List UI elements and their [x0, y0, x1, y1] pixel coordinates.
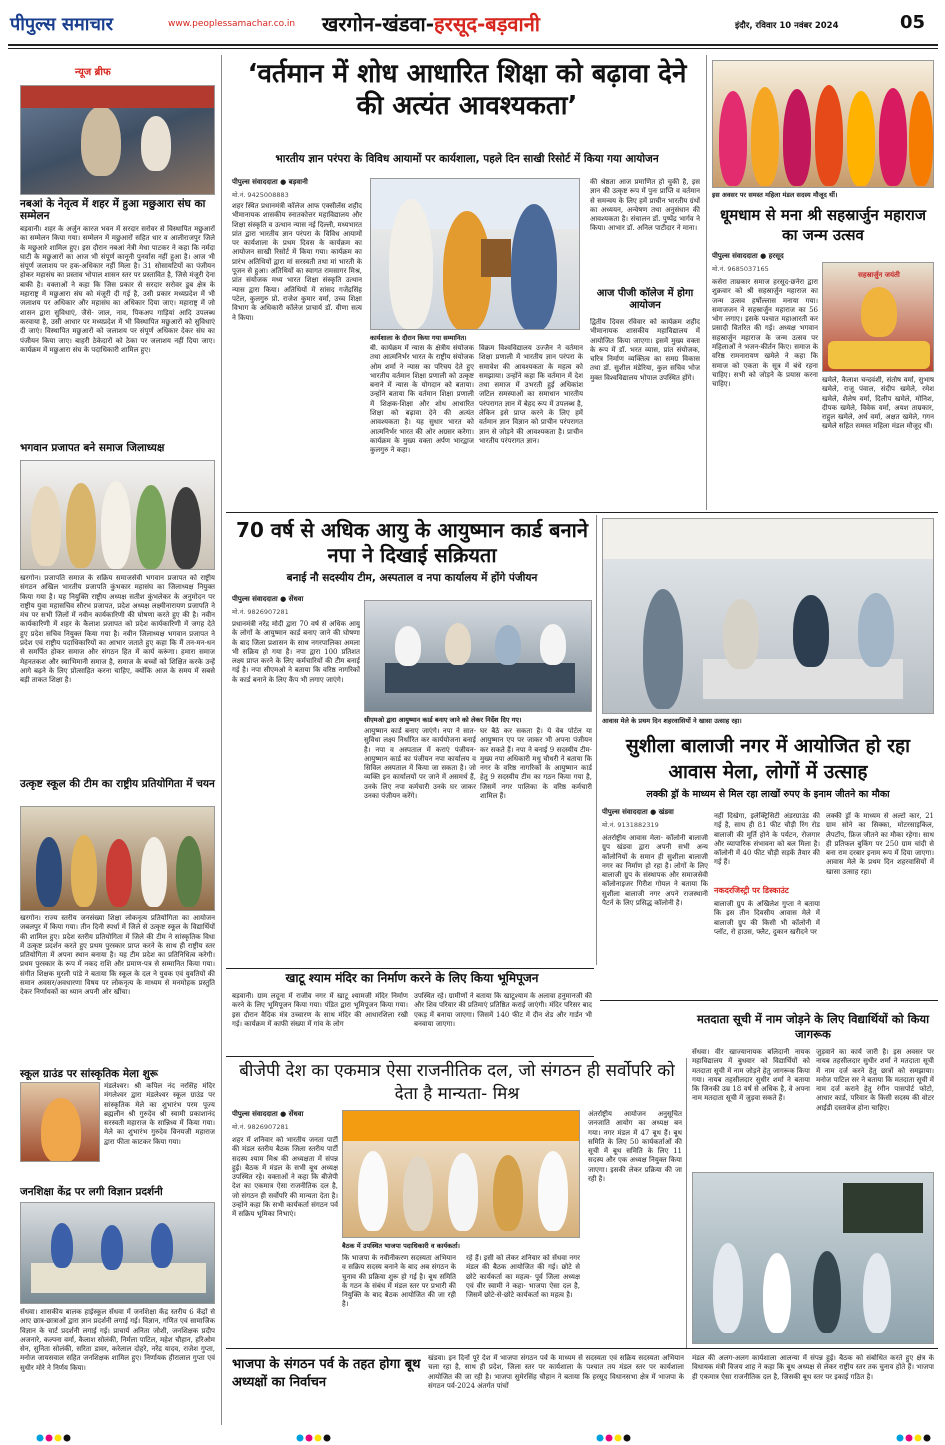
- registration-dot: [897, 1435, 904, 1442]
- brief-photo-1: [20, 85, 215, 195]
- person-figure: [141, 116, 171, 171]
- brief-2-headline: भगवान प्रजापत बने समाज जिलाध्यक्ष: [20, 442, 165, 454]
- registration-marks: [0, 1430, 945, 1445]
- bjp-byline: पीपुल्स संवाददाता ● सेंधवा: [232, 1110, 304, 1118]
- person-figure: [136, 485, 166, 569]
- ayushman-col-2: आयुष्मान कार्ड बनाए जाएंगे। नपा ने सात-सुविधा लक्ष्य निर्धारित कर कार्ययोजना बनाई है। नपा व अस्पताल में कराएं पंजीयन- आयुष्मान कार्ड का पंजीयन नपा कार्यालय व सिविल अस्पताल में किया जा सकता है। जो व्यक्ति इन कार्यालयों पर जाने में असमर्थ हैं, उनके लिए नपा कर्मचारी उनके घर जाकर उनका पंजीयन करेंगे।: [364, 727, 476, 801]
- khatu-col-2: उपस्थित रहे। ग्रामीणों ने बताया कि खाटूश्याम के अलावा हनुमानजी की और शिव परिवार की प्रतिमाएं प्रतिष्ठित कराई जाएंगी। मंदिर परिसर बाद एकड़ में बनाया जाएगा। जिसमें 140 फीट में दीन शेड और गार्डन भी बनवाया जाएगा।: [414, 992, 592, 1028]
- person-figure: [813, 1251, 841, 1333]
- person-figure: [31, 486, 61, 566]
- lead-col-1: शहर स्थित प्रधानमंत्री कॉलेज आफ एक्सीलेंस शहीद भीमानायक शासकीय स्नातकोत्तर महाविद्यालय और शिक्षा संस्कृति व उत्थान न्यास नई दिल्ली, मध्यभारत प्रांत द्वारा भारतीय ज्ञान परंपरा के विविध आयामों पर कार्यशाला के प्रथम दिवस के कार्यक्रम का आयोजन साखी रिसोर्ट में किया गया। कार्यक्रम का प्रारंभ अतिथियों द्वारा मां सरस्वती तथा मां भारती के पूजन से हुआ। अतिथियों का स्वागत रामसागर मिश्र, प्रांत संयोजक मध्य भारत शिक्षा संस्कृति उत्थान न्यास द्वारा किया। अतिथियों में सांसद गजेंद्रसिंह पटेल, कुलगुरु प्रो. राजेश कुमार वर्मा, उच्च शिक्षा विभाग के अधिकारी कॉलेज प्राचार्य डॉ. वीणा सत्य ने किया।: [232, 202, 362, 322]
- person-figure: [389, 199, 433, 329]
- memento: [481, 239, 511, 277]
- ayushman-photo-caption: सीएमओ द्वारा आयुष्मान कार्ड बनाए जाने को लेकर निर्देश दिए गए।: [364, 716, 522, 724]
- lead-sub-head: आज पीजी कॉलेज में होगा आयोजन: [596, 288, 694, 311]
- page-number: 05: [900, 12, 926, 33]
- person-figure: [51, 1223, 73, 1268]
- registration-dot: [37, 1435, 44, 1442]
- brief-4-body: मंडलेश्वर। श्री कपिल नंद नरसिंह मंदिर मंगलेश्वर द्वारा मंडलेश्वर स्कूल ग्राउंड पर सांस्कृतिक मेले का शुभारंभ परम पूज्य ब्रह्मलीन श्री गुरुदेव श्री स्वामी प्रकाशानंद सरस्वती महाराज के सान्निध्य में किया गया। मेले का शुभारंभ गुरुदेव विनयजी महाराज द्वारा फीता काटकर किया गया।: [104, 1082, 215, 1146]
- women-group-photo: [712, 60, 934, 188]
- registration-dot: [297, 1435, 304, 1442]
- bjp-mobile: मो.नं. 9826907281: [232, 1123, 289, 1131]
- lead-col-4b: द्वितीय दिवस रविवार को कार्यक्रम शहीद भीमानायक शासकीय महाविद्यालय में आयोजित किया जाएगा। इसमें मुख्य वक्ता के रूप में डॉ. भरत व्यास, प्रांत संयोजक, चरित्र निर्माण व्यक्तित्व का समग्र विकास तथा डॉ. सुशील मंडेरिया, कुल सचिव भोज मुक्त विश्वविद्यालय भोपाल उपस्थित होंगे।: [590, 318, 700, 382]
- awas-headline: सुशीला बालाजी नगर में आयोजित हो रहा आवास मेला, लोगों में उत्साह: [625, 735, 911, 783]
- brief-5-body: सेंधवा। शासकीय बालक हाईस्कूल सेंधवा में जनशिक्षा केंद्र स्तरीय 6 केंद्रों से आए छात्र-छात्राओं द्वारा ज्ञान प्रदर्शनी लगाई गई। विज्ञान, गणित एवं सामाजिक विज्ञान के चार्ट प्रदर्शनी लगाई गई। प्राचार्य अनिता जोशी, जनशिक्षक प्रदीप अजनारे, कल्पना वर्मा, कैलाश सोलंकी, निर्मला पाटिल, महेश चौहान, हरिओम सेन, सुनिता सोलंकी, सरिता डावर, करेलाल दोहरे, नरेंद्र यादव, राजेश गुप्ता, मनोज जायसवाल सहित जनशिक्षक शामिल हुए। निर्णायक हीरालाल गुप्ता एवं सुधीर मोरे ने निर्णय किया।: [20, 1308, 215, 1372]
- registration-dot: [597, 1435, 604, 1442]
- person-figure: [101, 1225, 123, 1270]
- stage-banner: [343, 1111, 580, 1141]
- awas-col-2: नहीं दिखेगा, इलेक्ट्रिसिटी अंडरग्राउंड की गई है, साथ ही 81 फीट चौड़ी रिंग रोड बालाजी की मूर्ति होने के पर्यटन, रोजगार और व्यापारिक संभावना को बल मिला है। कॉलोनी में 40 फीट चौड़ी सड़कें तैयार की गई हैं।: [714, 812, 820, 867]
- person-figure: [815, 85, 843, 186]
- voter-photo: [692, 1172, 934, 1344]
- bjp-col-4: अंतर्राष्ट्रीय आयोजन अनुसूचित जनजाति आयोग का अध्यक्ष बन गया। नगर मंडल में 47 बूथ हैं। बूथ समिति के लिए 50 कार्यकर्ताओं की सूची में बूथ समिति के लिए 11 सदस्य और एक अध्यक्ष नियुक्त किया जाएगा। इसकी लेकर प्रक्रिया की जा रही है।: [588, 1110, 682, 1184]
- brief-3-headline: उत्कृष्ट स्कूल की टीम का राष्ट्रीय प्रतियोगिता में चयन: [20, 778, 215, 790]
- poster-title: सहस्रार्जुन जयंती: [858, 271, 900, 279]
- issue-date: इंदौर, रविवार 10 नवंबर 2024: [735, 21, 839, 31]
- registration-dot: [606, 1435, 613, 1442]
- color-registration-bar: [0, 1430, 945, 1445]
- ayushman-col-1: प्रधानमंत्री नरेंद्र मोदी द्वारा 70 वर्ष से अधिक आयु के लोगों के आयुष्मान कार्ड बनाए जाने की घोषणा के बाद जिला प्रशासन के साथ नगरपालिका अमला भी सक्रिय हो गया है। नपा द्वारा 100 प्रतिशत लक्ष्य प्राप्त करने के लिए कर्मचारियों की टीम बनाई गई है। नपा सीएमओ ने बताया कि वरिष्ठ नागरिकों के कार्ड बनाने के लिए कैंप भी लगाए जाएंगे।: [232, 620, 360, 684]
- sahasrarjun-headline: धूमधाम से मना श्री सहस्रार्जुन महाराज का जन्म उत्सव: [720, 206, 926, 244]
- voter-col-1: सेंधवा। वीर खाज्यानायक बलिदानी नायक महाविद्यालय में बुधवार को विद्यार्थियों को मतदाता सूची में नाम जोड़ने हेतु जागरूक किया गया। नायब तहसीलदार सुधीर शर्मा ने बताया कि जिनकी उम्र 18 वर्ष से अधिक है, वे अपना नाम मतदाता सूची में जुड़वा सकते हैं।: [692, 1048, 810, 1103]
- bjp-photo: [342, 1110, 580, 1238]
- bottom-headline: भाजपा के संगठन पर्व के तहत होगा बूथ अध्यक्षों का निर्वाचन: [232, 1357, 421, 1390]
- person-figure: [358, 1151, 388, 1231]
- person-figure: [540, 624, 566, 665]
- person-figure: [395, 626, 421, 666]
- person-figure: [101, 481, 131, 569]
- meeting-table: [385, 663, 575, 693]
- offerings: [828, 341, 930, 369]
- brief-3-body: खरगोन। राज्य स्तरीय जनसंख्या शिक्षा लोकनृत्य प्रतियोगिता का आयोजन जबलपुर में किया गया। तीन दिनी स्पर्धा में जिले से उत्कृष्ट स्कूल के विद्यार्थियों की शामिल हुए। प्रदेश स्तरीय प्रतियोगिता में जिले की टीम ने सांस्कृतिक विधा में उत्कृष्ट प्रदर्शन करते हुए प्रथम पुरस्कार प्राप्त करने के साथ ही राष्ट्रीय स्तर प्रतियोगिता में अपना स्थान बनाया है। यह टीम प्रदेश का प्रतिनिधित्व करेगी। प्रथम पुरस्कार के रूप में नकद राशि और प्रमाण-पत्र से सम्मानित किया गया। संगीत शिक्षक मुरली पांडे ने बताया कि स्कूल के दल ने युवक एवं युवतियों की समान अवसर/अवधारणा विषय पर लोकनृत्य के माध्यम से मनमोहक प्रस्तुति देकर निर्णायकों का ध्यान अपनी ओर खींचा।: [20, 914, 215, 997]
- lead-byline: पीपुल्स संवाददाता ● बड़वानी: [232, 178, 308, 186]
- brand-logo: पीपुल्स समाचार: [10, 14, 113, 35]
- bjp-col-2: कि भाजपा के नवीनीकरण सदस्यता अभियान व सक्रिय सदस्य बनाने के बाद अब संगठन के चुनाव की प्रक्रिया शुरू हो गई है। बूथ समिति के गठन के संबंध में मंडल स्तर पर प्रभारी की नियुक्ति के बाद बैठक आयोजित की जा रही है।: [342, 1254, 456, 1309]
- awas-mela-photo: [602, 518, 934, 714]
- person-figure: [141, 837, 167, 907]
- brief-2-body: खरगोन। प्रजापति समाज के सक्रिय समाजसेवी भगवान प्रजापत को राष्ट्रीय संगठन अखिल भारतीय प्रजापति कुंभकार महासंघ का जिलाध्यक्ष नियुक्त किया गया है। यह नियुक्ति राष्ट्रीय अध्यक्ष सतीश कुंभलेकर के अनुमोदन पर राष्ट्रीय युवा महासचिव सौरभ प्रजापत, प्रदेश अध्यक्ष लक्ष्मीनारायण प्रजापति ने मंच पर सभी जिलों में नवीन कार्यकारिणी की घोषणा करते हुए की है। नवीन कार्यकारिणी में शहर के कैलाश प्रजापत को प्रदेश कार्यकारिणी में जगह देते हुए प्रदेश सचिव नियुक्त किया गया है। नवीन जिलाध्यक्ष भगवान प्रजापत ने प्रदेश एवं राष्ट्रीय पदाधिकारियों का आभार जताते हुए कहा कि मैं तन-मन-धन से समर्पित होकर समाज और संगठन हित में कार्य करूंगा। हमारा समाज मेहनतकश और स्वाभिमानी समाज है, समाज के बच्चों को शिक्षित करके उन्हें आगे बढ़ने के लिए प्रोत्साहित करना चाहिए, क्योंकि आज के समय में सबसे बड़ी ताकत शिक्षा है।: [20, 574, 215, 685]
- awas-byline: पीपुल्स संवाददाता ● खंडवा: [602, 808, 674, 816]
- registration-dot: [46, 1435, 53, 1442]
- ayushman-byline: पीपुल्स संवाददाता ● सेंधवा: [232, 595, 304, 603]
- khatu-col-1: बड़वानी। ग्राम लदूना में राजीव नगर में खाटू श्यामजी मंदिर निर्माण करने के लिए भूमिपूजन किया गया। पंडित द्वारा भूमिपूजन किया गया। इस दौरान वैदिक मंत्र उच्चारण के साथ मंदिर की आधारशिला रखी गई। कार्यक्रम में काफी संख्या में गांव के लोग: [232, 992, 408, 1028]
- sahasrarjun-names: खमेले, कैलाश चन्दवंशी, संतोष वर्मा, सुभाष खमेले, राजू पंवाल, संदीप खमेले, रमेश खमेले, शैलेष वर्मा, दिलीप खमेले, मोनिश, दीपक खमेले, विवेक वर्मा, अयश ताम्रकार, राहुल खमेले, अर्थ वर्मा, अक्षत खमेले, गगन खमेले सहित समस्त महिला मंडल मौजूद थीं।: [822, 376, 934, 431]
- brief-1-body: बड़वानी। शहर के अर्जुन कारज भवन में सरदार सरोवर से विस्थापित मछुआरों का सम्मेलन किया गया। सम्मेलन में मछुआरों सहित धार व आलीराजपुर जिले के मछुआरे शामिल हुए। इस दौरान नबआं नेत्री मेधा पाटकर ने कहा कि नर्मदा घाटी के मछुआरों का आज भी संपूर्ण कानूनी पुनर्वास नहीं हुआ है। आज भी संपूर्ण जलाशय पर हक-अधिकार नहीं मिला है। 31 सोसायटियों का पंजीयन होकर महासंघ का प्रस्ताव भोपाल शासन स्तर पर प्रस्तावित है, जिसे मंजूरी देना बाकी है। वक्ताओं ने कहा कि जिस प्रकार से सरदार सरोवर डूब क्षेत्र के महाराष्ट्र में मछुआरा संघ को मंजूरी दी गई है, उसी प्रकार मध्यप्रदेश में भी जलाशय पर अधिकार और महासंघ का अधिकार दिया जाए। महाराष्ट्र में जो शासन द्वारा सुविधाएं, जैसे- जाल, नाव, पिकअप गाड़ियां आदि उपलब्ध करवाया है, उसी आधार पर मध्यप्रदेश में भी विस्थापित मछुआरों को सुविधाएं दी जाएं। विस्थापित मछुआरों को जलाशय पर संपूर्ण अधिकार देकर संघ का पंजीयन किया जाए। बाहरी ठेकेदारों को ठेका पर जलाशय नहीं दिया जाए। कार्यक्रम में मछुआरा संघ के पदाधिकारी शामिल हुए।: [20, 225, 215, 354]
- registration-dot: [624, 1435, 631, 1442]
- registration-dot: [615, 1435, 622, 1442]
- person-figure: [643, 589, 683, 709]
- person-figure: [171, 487, 201, 569]
- awas-col-2b: बालाजी ग्रुप के अखिलेश गुप्ता ने बताया कि इस तीन दिवसीय आवास मेले में बालाजी ग्रुप की किसी भी कॉलोनी में प्लॉट, रो हाउस, फ्लैट, दुकान खरीदने पर: [714, 900, 820, 936]
- sahasrarjun-mobile: मो.नं. 9685037165: [712, 265, 769, 273]
- lead-photo-caption: कार्यशाला के दौरान किया गया सम्मानित।: [370, 334, 467, 342]
- brief-1-headline: नबआं के नेतृत्व में शहर में हुआ मछुआरा संघ का सम्मेलन: [20, 198, 206, 223]
- person-figure: [445, 623, 471, 665]
- lead-subhead: भारतीय ज्ञान परंपरा के विविध आयामों पर कार्यशाला, पहले दिन साखी रिसोर्ट में किया गया आयोजन: [275, 153, 659, 165]
- bjp-photo-caption: बैठक में उपस्थित भाजपा पदाधिकारी व कार्यकर्ता।: [342, 1242, 461, 1250]
- person-figure: [723, 599, 759, 669]
- voter-headline: मतदाता सूची में नाम जोड़ने के लिए विद्यार्थियों को किया जागरूक: [696, 1012, 930, 1041]
- deity-figure: [861, 287, 897, 337]
- bottom-col-2: मंडल की अलग-अलग कार्यशाला आलन्या में संपन्न हुई। बैठक को संबोधित करते हुए क्षेत्र के विधायक मंत्री विजय शाह ने कहा कि बूथ अध्यक्ष से लेकर राष्ट्रीय स्तर तक चुनाव होते हैं। भाजपा ही एकमात्र ऐसा राजनीतिक दल है, जिसकी बूथ स्तर पर इकाई गठित है।: [692, 1354, 934, 1381]
- lead-mobile: मो.नं. 9425008883: [232, 191, 289, 199]
- section-rule: [226, 1348, 938, 1349]
- person-figure: [81, 106, 121, 176]
- lead-col-3: विक्रम विश्वविद्यालय उज्जैन ने वर्तमान शिक्षा प्रणाली में भारतीय ज्ञान परंपरा के समावेश की आवश्यकता के महत्व को समझाया। उन्होंने कहा कि वर्तमान में देश तथा समाज में उभरती हुई अधिकांश जटिल समस्याओं का समाधान भारतीय परंपरागत ज्ञान में बेहद रूप में उपलब्ध है, लेकिन इसे प्राप्त करने के लिए हमें वर्तमान ज्ञान विज्ञान को प्राचीन परंपरागत ज्ञान से जोड़ने की आवश्यकता है। प्राचीन भारतीय परंपरागत ज्ञान।: [479, 344, 583, 445]
- person-figure: [863, 1253, 891, 1333]
- lead-col-4a: की श्रेष्ठता आज प्रमाणित हो चुकी है, इस ज्ञान की उत्कृष्ट रूप में पुनः प्राप्ति व वर्तमान से समन्वय के लिए हमें प्राचीन भारतीय ग्रंथों का अध्ययन, अन्वेषण तथा अनुसंधान की आवश्यकता है। संचालन डॉ. पुष्पेंद्र भार्गव ने किया। आभार डॉ. अनिल पाटीदार ने माना।: [590, 178, 700, 233]
- person-figure: [151, 1223, 173, 1268]
- blackboard: [843, 1183, 923, 1233]
- bjp-col-1: शहर में शनिवार को भारतीय जनता पार्टी की मंडल स्तरीय बैठक जिला स्तरीय पार्टी सदस्य श्याम मिश्र की अध्यक्षता में संपन्न हुई। बैठक में मंडल के सभी बूथ अध्यक्ष उपस्थित रहे। वक्ताओं ने कहा कि बीजेपी देश का एकमात्र ऐसा राजनीतिक दल है, जो संगठन ही सर्वोपरि की मान्यता देता है। उन्होंने कहा कि सभी कार्यकर्ता संगठन पर्व में सक्रिय भूमिका निभाएं।: [232, 1136, 338, 1219]
- brief-5-headline: जनशिक्षा केंद्र पर लगी विज्ञान प्रदर्शनी: [20, 1186, 163, 1198]
- sahasrarjun-body: कसेरा ताम्रकार समाज हरसूद-छनेरा द्वारा शुक्रवार को श्री सहस्रार्जुन महाराज का जन्म उत्सव हर्षोल्लास मनाया गया। समाजजन ने सहस्रार्जुन महाराज का 56 भोग लगाए। इसके पश्चात महाआरती कर प्रसादी वितरित की गई। अध्यक्ष भगवान सहस्रार्जुन महाराज के जन्म उत्सव पर महिलाओं ने भजन-कीर्तन किए। समाज के वरिष्ठ रामनारायण खमेले ने कहा कि समाज को एकता के सूत्र में बंधे रहना चाहिए। सभी को जोड़ने के प्रयास करना चाहिए।: [712, 278, 818, 389]
- person-figure: [847, 91, 875, 186]
- ayushman-col-3: घर बैठे कर सकता है। ये वेब पोर्टल या आयुष्मान एप पर जाकर भी अपना पंजीयन कर सकते हैं। नपा ने बनाई 9 सदस्यीय टीम- मुख्य नपा अधिकारी मधु चौधरी ने बताया कि नगर के वरिष्ठ नागरिकों के आयुष्मान कार्ड हेतु 9 सदस्यीय टीम का गठन किया गया है, जिसमें नगर पालिका के वरिष्ठ कर्मचारी शामिल हैं।: [480, 727, 592, 801]
- ayushman-photo: [364, 600, 592, 712]
- section-title-b: हरसूद-बड़वानी: [434, 12, 540, 36]
- brief-4-headline: स्कूल ग्राउंड पर सांस्कृतिक मेला शुरू: [20, 1068, 158, 1080]
- masthead: [0, 0, 945, 50]
- awas-photo-caption: आवास मेले के प्रथम दिन शहरवासियों ने खासा उत्साह रहा।: [602, 717, 742, 725]
- awas-subhead: लक्की ड्रॉ के माध्यम से मिल रहा लाखों रुपए के इनाम जीतने का मौका: [646, 789, 890, 800]
- person-figure: [909, 91, 933, 186]
- person-figure: [793, 595, 829, 667]
- person-figure: [106, 839, 132, 907]
- person-figure: [448, 1153, 478, 1231]
- masthead-rule: [8, 44, 938, 46]
- ayushman-subhead: बनाई नौ सदस्यीय टीम, अस्पताल व नपा कार्यालय में होंगे पंजीयन: [286, 572, 538, 584]
- registration-dot: [906, 1435, 913, 1442]
- registration-dot: [315, 1435, 322, 1442]
- registration-dot: [324, 1435, 331, 1442]
- person-figure: [858, 593, 894, 667]
- person-figure: [879, 88, 907, 186]
- section-title: [322, 10, 540, 37]
- person-figure: [538, 1151, 568, 1231]
- lead-headline: ‘वर्तमान में शोध आधारित शिक्षा को बढ़ावा देने की अत्यंत आवश्यकता’: [247, 59, 687, 121]
- section-rule: [226, 968, 594, 969]
- person-figure: [495, 625, 521, 665]
- registration-dot: [924, 1435, 931, 1442]
- registration-dot: [915, 1435, 922, 1442]
- person-figure: [719, 91, 747, 186]
- awas-col-1: अंतर्राष्ट्रीय आवास मेला- कॉलोनी बालाजी ग्रुप खंडवा द्वारा अपनी सभी अन्य कॉलोनियों के समान ही सुशीला बालाजी नगर का निर्माण हो रहा है। लोगों के लिए बालाजी ग्रुप के संस्थापक और समाजसेवी कॉलोनाइजर गिरीश गोयल ने बताया कि सुशीला बालाजी नगर अपने राजस्थानी पैटर्न के लिए प्रसिद्ध कॉलोनी है।: [602, 834, 708, 908]
- ayushman-headline: 70 वर्ष से अधिक आयु के आयुष्मान कार्ड बनाने नपा ने दिखाई सक्रियता: [236, 518, 588, 567]
- sahasrarjun-byline: पीपुल्स संवाददाता ● हरसूद: [712, 252, 784, 260]
- bottom-col-1: खंडवा। इन दिनों पूरे देश में भाजपा संगठन पर्व के माध्यम से सदस्यता एवं सक्रिय सदस्यता अभियान चला रहा है, साथ ही प्रदेश, जिला स्तर पर कार्यशाला के पश्चात तय मंडल स्तर पर कार्यशाला आयोजित की जा रही है। भाजपा सुमेरसिंह चौहान ने बताया कि हरसूद विधानसभा क्षेत्र में भाजपा के संगठन पर्व-2024 अंतर्गत पांचों: [428, 1354, 684, 1390]
- banner: [21, 86, 215, 108]
- masthead-rule-thin: [8, 48, 938, 49]
- tent-canopy: [603, 519, 934, 559]
- column-divider: [596, 515, 597, 965]
- registration-dot: [64, 1435, 71, 1442]
- lead-col-2: बी. कार्यक्रम में न्यास के क्षेत्रीय संयोजक तथा आत्मनिर्भर भारत के राष्ट्रीय संयोजक ओम शर्मा ने न्यास का परिचय देते हुए भारतीय वर्तमान शिक्षा प्रणाली को उत्कृष्ट बनाने में न्यास के योगदान को बताया। उन्होंने बताया कि वर्तमान शिक्षा प्रणाली में शिक्षक-शिक्षा और शोध आधारित शिक्षा को बढ़ावा देने की अत्यंत आवश्यकता है। यह सुधार भारत को आत्मनिर्भर भारत की ओर अग्रसर करेगा। कार्यक्रम के मुख्य वक्ता अर्पण भारद्वाज कुलगुरु ने कहा।: [370, 344, 474, 455]
- person-figure: [493, 1155, 523, 1231]
- bjp-col-3: रहे हैं। इसी को लेकर शनिवार को सेंधवा नगर मंडल की बैठक आयोजित की गई। छोटे से छोटे कार्यकर्ता का महत्व- पूर्व जिला अध्यक्ष एवं वीर स्वामी ने कहा- भाजपा ऐसा दल है, जिसमें छोटे-से-छोटे कार्यकर्ता का महत्व है।: [466, 1254, 580, 1300]
- person-figure: [763, 1253, 791, 1333]
- website-url: www.peoplessamachar.co.in: [168, 19, 296, 29]
- awas-col-3: लक्की ड्रॉ के माध्यम से अल्टो कार, 21 ग्राम सोने का सिक्का, मोटरसाइकिल, लैपटॉप, फ्रिज जीतने का मौका रहेगा। साथ ही प्रतिफल बुकिंग पर 250 ग्राम चांदी से बना राम दरबार इनाम रूप में दिया जाएगा। आवास मेले के प्रथम दिन शहरवासियों में खासा उत्साह रहा।: [826, 812, 934, 876]
- person-figure: [403, 1156, 433, 1231]
- brief-photo-3: [20, 806, 215, 911]
- lead-photo: [370, 178, 580, 330]
- news-brief-kicker: न्यूज ब्रीफ: [75, 67, 111, 78]
- brief-photo-4: [20, 1082, 100, 1162]
- person-figure: [41, 1098, 81, 1162]
- khatu-headline: खाटू श्याम मंदिर का निर्माण करने के लिए किया भूमिपूजन: [285, 971, 539, 985]
- person-figure: [713, 1243, 743, 1333]
- ayushman-mobile: मो.नं. 9826907281: [232, 608, 289, 616]
- brief-photo-2: [20, 460, 215, 570]
- section-rule: [226, 512, 938, 513]
- person-figure: [511, 204, 557, 330]
- awas-mobile: मो.नं. 9131882319: [602, 821, 659, 829]
- women-photo-caption: इस अवसर पर समस्त महिला मंडल सदस्य मौजूद थीं।: [712, 191, 838, 199]
- column-divider: [706, 55, 707, 510]
- person-figure: [36, 837, 62, 907]
- awas-sub-head: नकदरजिस्ट्री पर डिस्काउंट: [714, 886, 789, 895]
- deity-poster-photo: [822, 262, 934, 372]
- brief-photo-5: [20, 1202, 215, 1304]
- person-figure: [783, 89, 811, 186]
- person-figure: [71, 835, 97, 907]
- registration-dot: [306, 1435, 313, 1442]
- person-figure: [176, 836, 202, 907]
- person-figure: [66, 483, 96, 568]
- column-divider: [221, 55, 222, 1425]
- section-rule: [226, 1056, 594, 1057]
- person-figure: [751, 87, 779, 186]
- column-divider: [686, 1058, 687, 1348]
- section-rule: [600, 1000, 938, 1001]
- bjp-headline: बीजेपी देश का एकमात्र ऐसा राजनीतिक दल, जो संगठन ही सर्वोपरि को देता है मान्यता- मिश्र: [239, 1061, 675, 1104]
- voter-col-2: जुड़वाने का कार्य जारी है। इस अवसर पर नायब तहसीलदार सुधीर शर्मा ने मतदाता सूची में नाम दर्ज करने हेतु छात्रों को समझाया। मनोज पाटिल सर ने बताया कि मतदाता सूची में नाम दर्ज कराने हेतु रंगीन पासपोर्ट फोटो, आधार कार्ड, परिवार के किसी सदस्य की वोटर आईडी दस्तावेज होना चाहिए।: [816, 1048, 934, 1112]
- registration-dot: [55, 1435, 62, 1442]
- section-title-a: खरगोन-खंडवा-: [322, 12, 435, 36]
